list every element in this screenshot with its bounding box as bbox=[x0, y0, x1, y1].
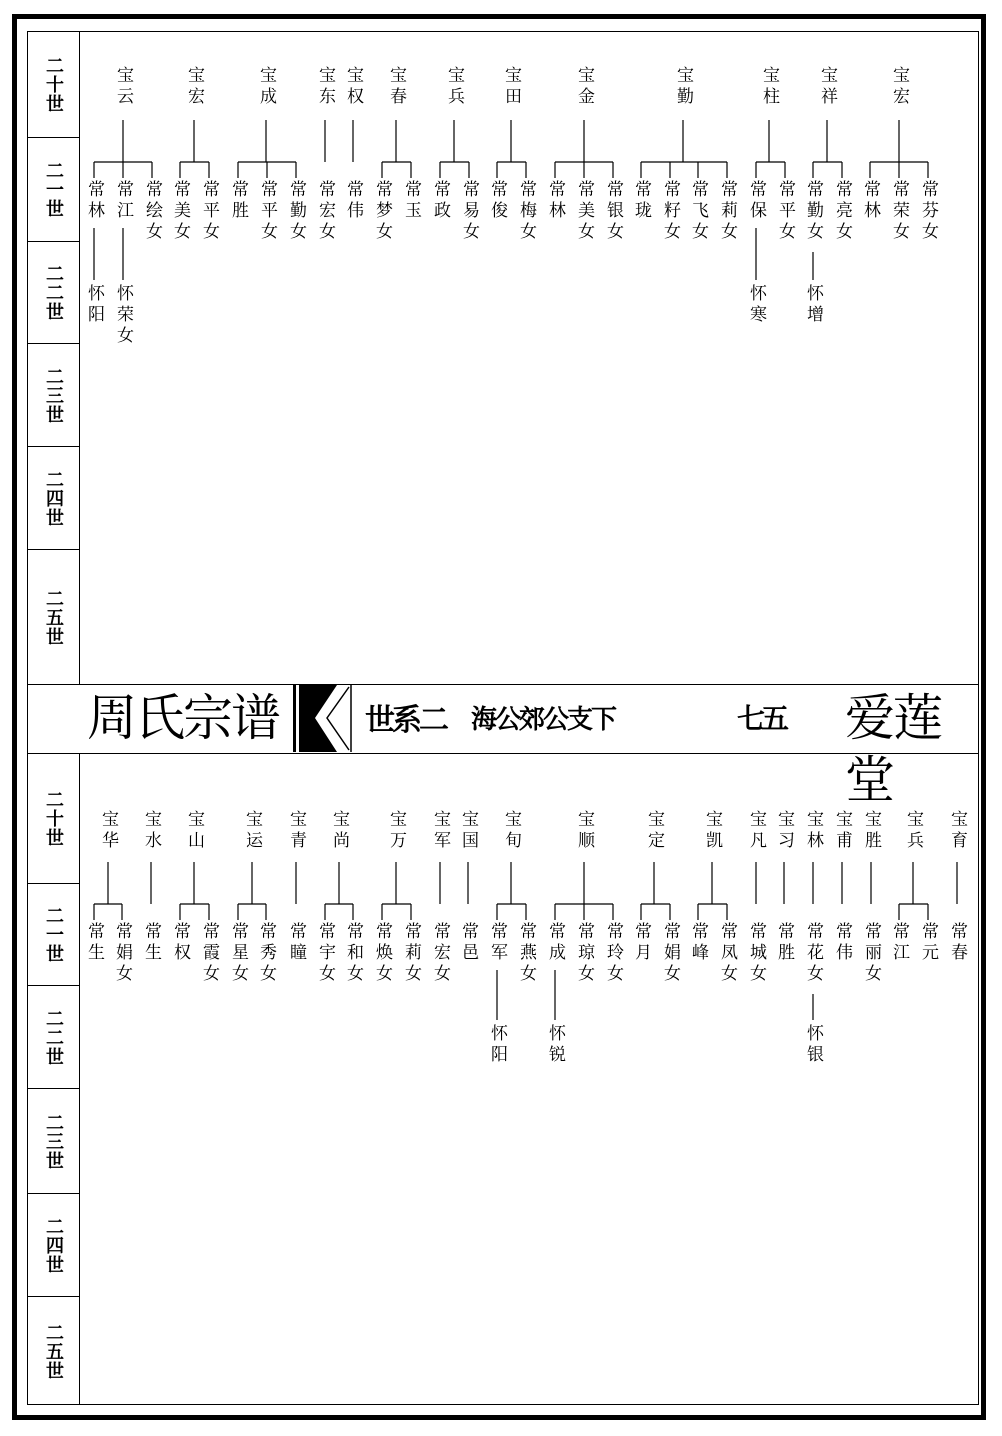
parent-name: 宝尚 bbox=[329, 810, 349, 852]
child-name: 常元 bbox=[918, 922, 938, 964]
child-name: 常凤女 bbox=[717, 922, 737, 985]
descendant-name: 怀阳 bbox=[487, 1024, 507, 1066]
child-name: 常林 bbox=[860, 180, 880, 222]
child-name: 常焕女 bbox=[372, 922, 392, 985]
parent-name: 宝旬 bbox=[501, 810, 521, 852]
child-name: 常平女 bbox=[199, 180, 219, 243]
child-name: 常娟女 bbox=[660, 922, 680, 985]
descendant-name: 怀荣女 bbox=[113, 284, 133, 347]
child-name: 常瞳 bbox=[286, 922, 306, 964]
child-name: 常林 bbox=[545, 180, 565, 222]
child-name: 常月 bbox=[631, 922, 651, 964]
descendant-name: 怀锐 bbox=[545, 1024, 565, 1066]
descendant-name: 怀寒 bbox=[746, 284, 766, 326]
parent-name: 宝柱 bbox=[759, 66, 779, 108]
child-name: 常勤女 bbox=[803, 180, 823, 243]
child-name: 常娟女 bbox=[112, 922, 132, 985]
child-name: 常霞女 bbox=[199, 922, 219, 985]
child-name: 常春 bbox=[947, 922, 967, 964]
parent-name: 宝林 bbox=[803, 810, 823, 852]
generation-label: 二五世 bbox=[43, 1322, 64, 1380]
parent-name: 宝定 bbox=[644, 810, 664, 852]
parent-name: 宝军 bbox=[430, 810, 450, 852]
child-name: 常莉女 bbox=[401, 922, 421, 985]
hall-name: 爱莲堂 bbox=[845, 689, 941, 809]
branch-label: 海公郊公支下 bbox=[471, 705, 616, 735]
child-name: 常芬女 bbox=[918, 180, 938, 243]
parent-name: 宝权 bbox=[343, 66, 363, 108]
child-name: 常生 bbox=[141, 922, 161, 964]
parent-name: 宝成 bbox=[256, 66, 276, 108]
generation-label: 二四世 bbox=[43, 469, 64, 527]
child-name: 常花女 bbox=[803, 922, 823, 985]
child-name: 常银女 bbox=[603, 180, 623, 243]
child-name: 常莉女 bbox=[717, 180, 737, 243]
parent-name: 宝运 bbox=[242, 810, 262, 852]
child-name: 常飞女 bbox=[688, 180, 708, 243]
child-name: 常亮女 bbox=[832, 180, 852, 243]
child-name: 常保 bbox=[746, 180, 766, 222]
child-name: 常绘女 bbox=[142, 180, 162, 243]
parent-name: 宝勤 bbox=[673, 66, 693, 108]
child-name: 常宏女 bbox=[315, 180, 335, 243]
parent-name: 宝凡 bbox=[746, 810, 766, 852]
child-name: 常城女 bbox=[746, 922, 766, 985]
parent-name: 宝万 bbox=[386, 810, 406, 852]
child-name: 常政 bbox=[430, 180, 450, 222]
child-name: 常宏女 bbox=[430, 922, 450, 985]
child-name: 常玲女 bbox=[603, 922, 623, 985]
child-name: 常梦女 bbox=[372, 180, 392, 243]
child-name: 常俊 bbox=[487, 180, 507, 222]
parent-name: 宝国 bbox=[458, 810, 478, 852]
generation-label: 二十世 bbox=[43, 55, 64, 113]
book-title: 周氏宗谱 bbox=[87, 689, 279, 747]
descendant-name: 怀增 bbox=[803, 284, 823, 326]
parent-name: 宝宏 bbox=[889, 66, 909, 108]
parent-name: 宝顺 bbox=[574, 810, 594, 852]
generation-label: 二四世 bbox=[43, 1216, 64, 1274]
child-name: 常宇女 bbox=[315, 922, 335, 985]
child-name: 常平女 bbox=[257, 180, 277, 243]
child-name: 常梅女 bbox=[516, 180, 536, 243]
parent-name: 宝东 bbox=[315, 66, 335, 108]
parent-name: 宝金 bbox=[574, 66, 594, 108]
descendant-name: 怀银 bbox=[803, 1024, 823, 1066]
parent-name: 宝山 bbox=[184, 810, 204, 852]
parent-name: 宝胜 bbox=[861, 810, 881, 852]
child-name: 常平女 bbox=[775, 180, 795, 243]
child-name: 常星女 bbox=[228, 922, 248, 985]
parent-name: 宝田 bbox=[501, 66, 521, 108]
generation-label: 二五世 bbox=[43, 588, 64, 646]
generation-label: 二三世 bbox=[43, 1112, 64, 1170]
child-name: 常伟 bbox=[343, 180, 363, 222]
parent-name: 宝育 bbox=[947, 810, 967, 852]
child-name: 常峰 bbox=[688, 922, 708, 964]
child-name: 常易女 bbox=[459, 180, 479, 243]
generation-label: 二十世 bbox=[43, 790, 64, 847]
parent-name: 宝宏 bbox=[184, 66, 204, 108]
child-name: 常伟 bbox=[832, 922, 852, 964]
child-name: 常荣女 bbox=[889, 180, 909, 243]
generation-label: 二一世 bbox=[43, 161, 64, 218]
child-name: 常勤女 bbox=[286, 180, 306, 243]
child-name: 常籽女 bbox=[660, 180, 680, 243]
child-name: 常美女 bbox=[574, 180, 594, 243]
child-name: 常美女 bbox=[170, 180, 190, 243]
parent-name: 宝祥 bbox=[817, 66, 837, 108]
generation-label: 二二世 bbox=[43, 264, 64, 321]
child-name: 常江 bbox=[889, 922, 909, 964]
child-name: 常胜 bbox=[228, 180, 248, 222]
section-label: 世系二 bbox=[365, 703, 446, 738]
parent-name: 宝兵 bbox=[444, 66, 464, 108]
child-name: 常成 bbox=[545, 922, 565, 964]
descendant-name: 怀阳 bbox=[84, 284, 104, 326]
generation-label: 二二世 bbox=[43, 1008, 64, 1066]
child-name: 常权 bbox=[170, 922, 190, 964]
parent-name: 宝华 bbox=[98, 810, 118, 852]
parent-name: 宝凯 bbox=[702, 810, 722, 852]
child-name: 常珑 bbox=[631, 180, 651, 222]
parent-name: 宝春 bbox=[386, 66, 406, 108]
parent-name: 宝兵 bbox=[903, 810, 923, 852]
parent-name: 宝青 bbox=[286, 810, 306, 852]
parent-name: 宝水 bbox=[141, 810, 161, 852]
child-name: 常琼女 bbox=[574, 922, 594, 985]
child-name: 常丽女 bbox=[861, 922, 881, 985]
child-name: 常林 bbox=[84, 180, 104, 222]
page-number: 七五 bbox=[737, 702, 786, 735]
parent-name: 宝云 bbox=[113, 66, 133, 108]
child-name: 常和女 bbox=[343, 922, 363, 985]
child-name: 常邑 bbox=[458, 922, 478, 964]
child-name: 常生 bbox=[84, 922, 104, 964]
parent-name: 宝习 bbox=[774, 810, 794, 852]
child-name: 常江 bbox=[113, 180, 133, 222]
generation-label: 二三世 bbox=[43, 366, 64, 424]
parent-name: 宝甫 bbox=[832, 810, 852, 852]
child-name: 常军 bbox=[487, 922, 507, 964]
child-name: 常玉 bbox=[401, 180, 421, 222]
child-name: 常秀女 bbox=[256, 922, 276, 985]
child-name: 常胜 bbox=[774, 922, 794, 964]
child-name: 常燕女 bbox=[516, 922, 536, 985]
generation-label: 二一世 bbox=[43, 906, 64, 963]
